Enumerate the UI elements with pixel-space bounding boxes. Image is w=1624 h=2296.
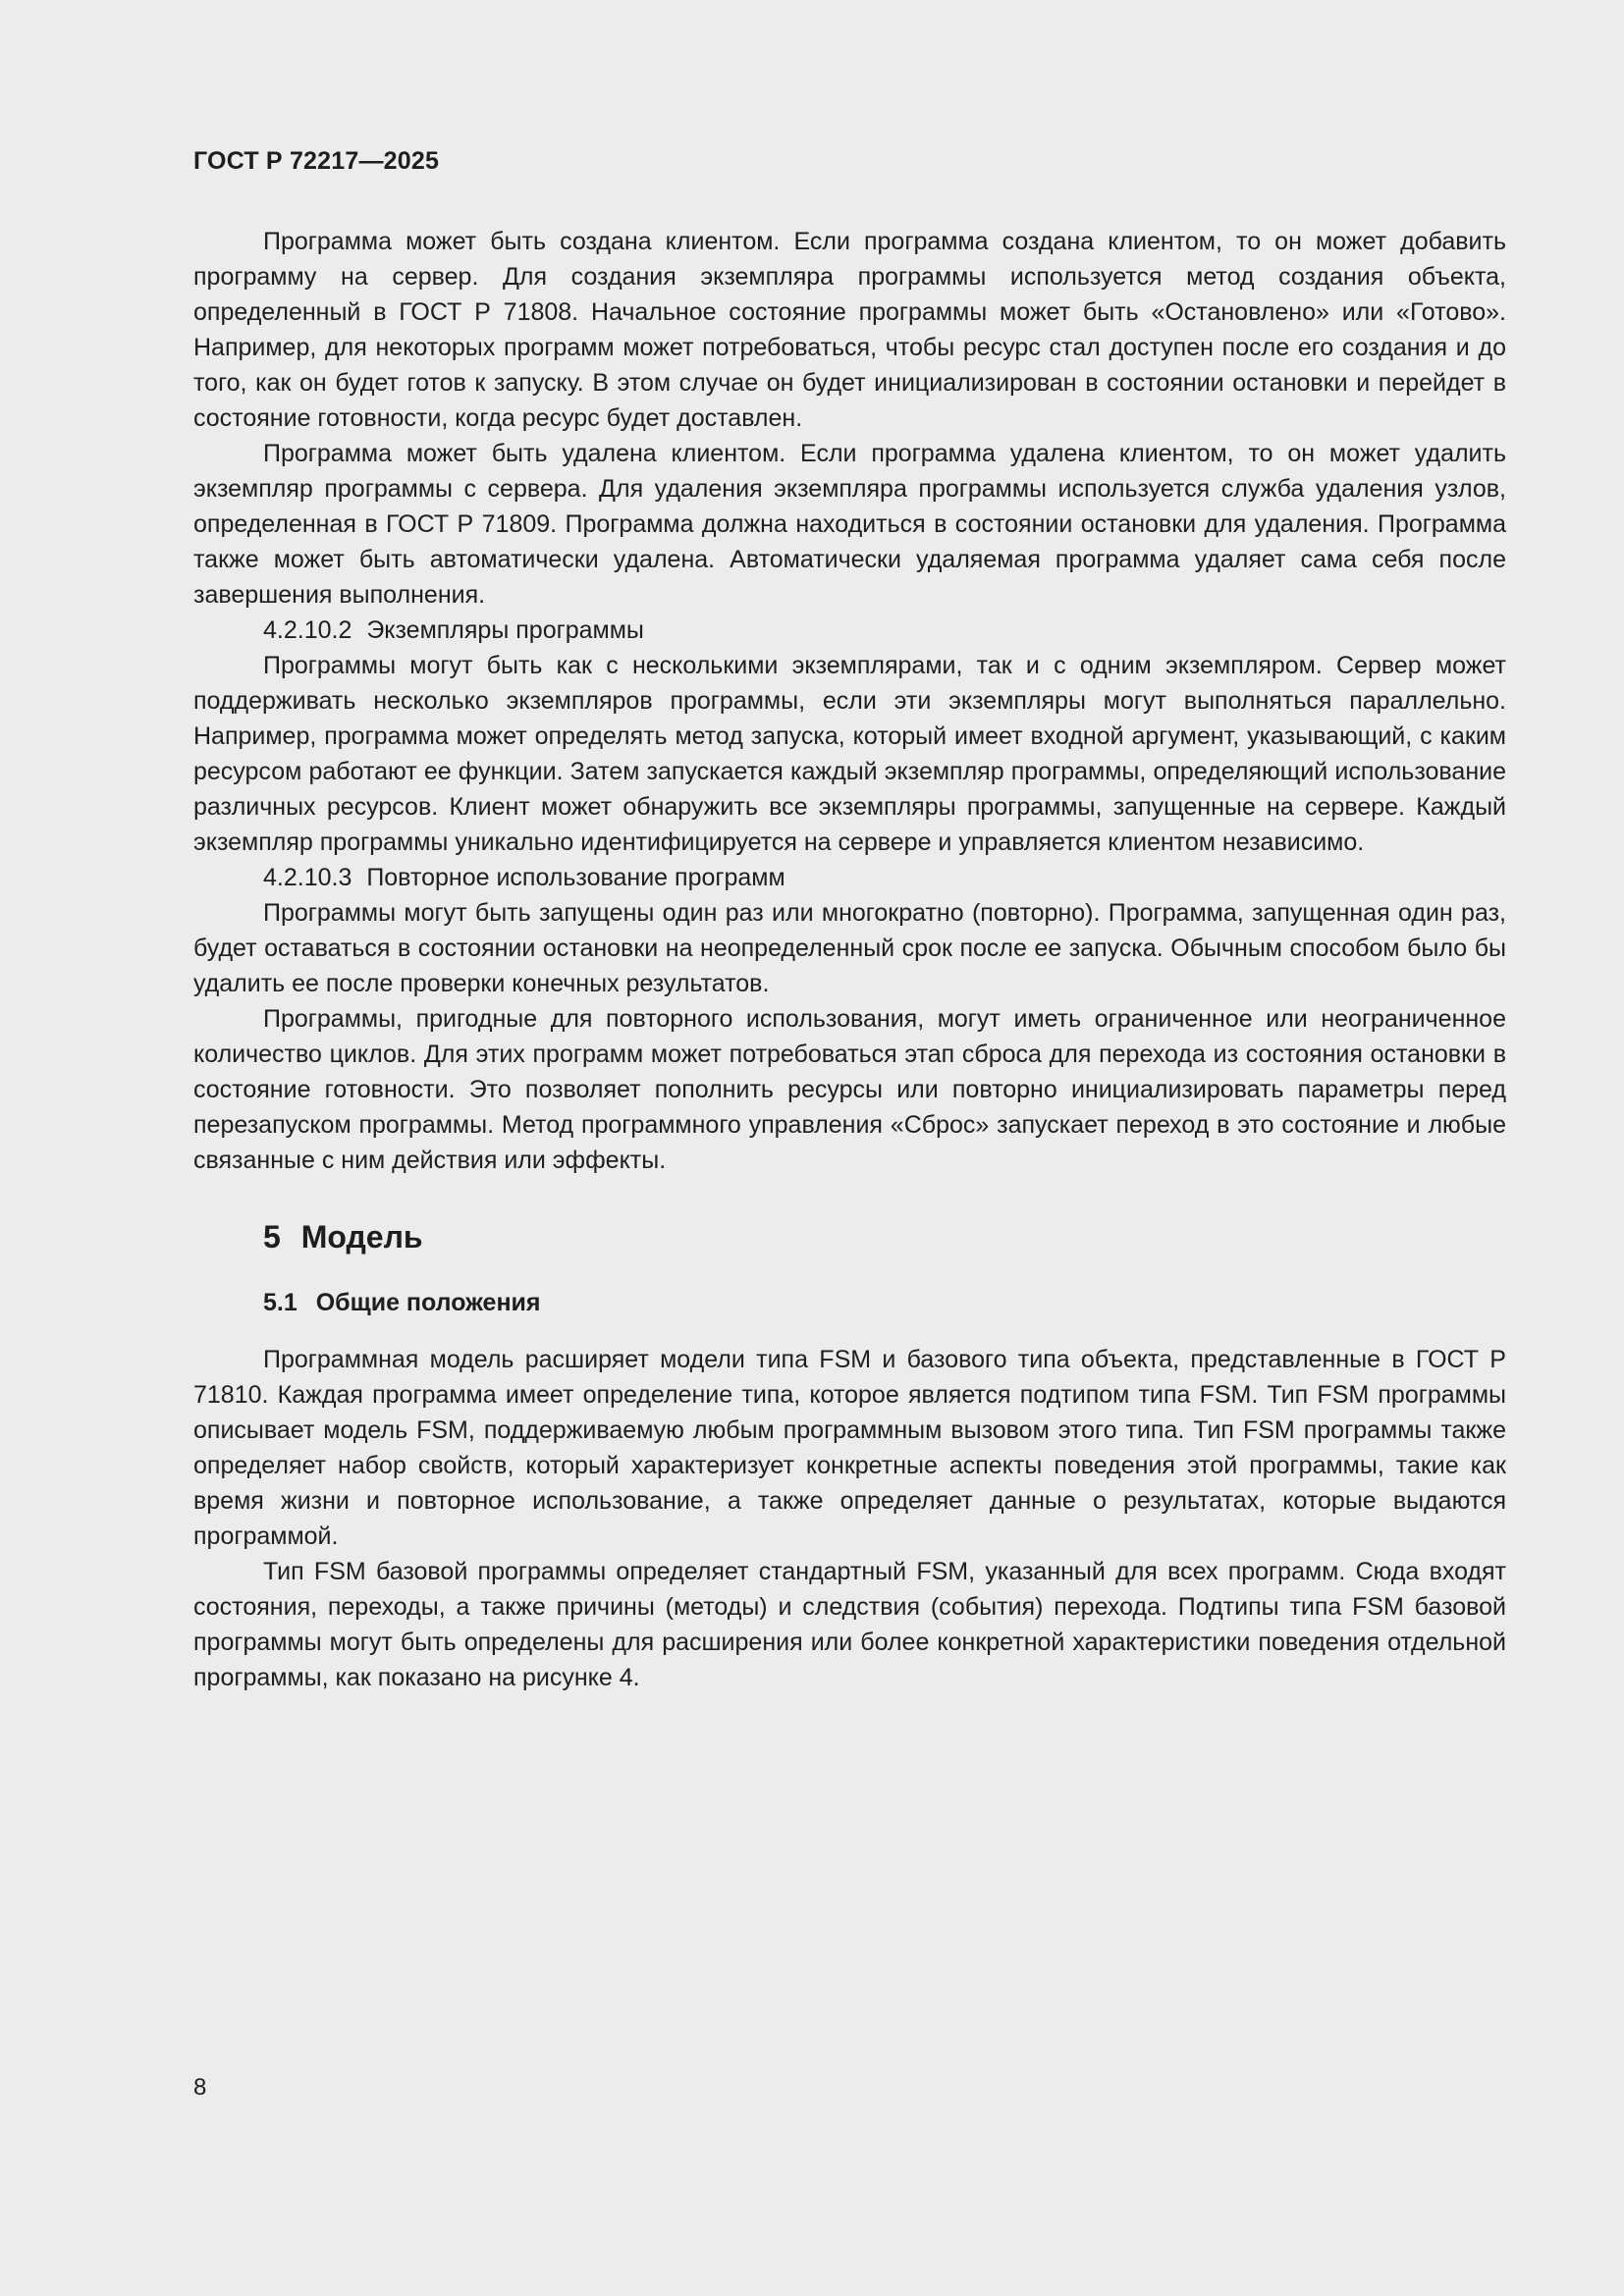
- paragraph: Программы, пригодные для повторного использования, могут иметь ограниченное или неограниченное количество циклов. Для этих программ может потребоваться этап сброса для перехода из состояния остановки в состояние готовности. Это позволяет пополнить ресурсы или повторно инициализировать параметры перед перезапуском программы. Метод программного управления «Сброс» запускает переход в это состояние и любые связанные с ним действия или эффекты.: [193, 1005, 1506, 1174]
- paragraph: Программа может быть удалена клиентом. Если программа удалена клиентом, то он может удалить экземпляр программы с сервера. Для удаления экземпляра программы используется служба удаления узлов, определенная в ГОСТ Р 71809. Программа должна находиться в состоянии остановки для удаления. Программа также может быть автоматически удалена. Автоматически удаляемая программа удаляет сама себя после завершения выполнения.: [193, 440, 1506, 609]
- paragraph: Программы могут быть как с несколькими экземплярами, так и с одним экземпляром. Сервер может поддерживать несколько экземпляров программы, если эти экземпляры могут выполняться параллельно. Например, программа может определять метод запуска, который имеет входной аргумент, указывающий, с каким ресурсом работают ее функции. Затем запускается каждый экземпляр программы, определяющий использование различных ресурсов. Клиент может обнаружить все экземпляры программы, запущенные на сервере. Каждый экземпляр программы уникально идентифицируется на сервере и управляется клиентом независимо.: [193, 652, 1506, 856]
- subsection-title: Экземпляры программы: [366, 616, 644, 644]
- document-header: ГОСТ Р 72217—2025: [193, 147, 440, 175]
- subsection-heading: [193, 860, 1506, 895]
- section-title: Модель: [300, 1219, 423, 1255]
- section-number: 5.1: [263, 1289, 298, 1316]
- subsection-number: 4.2.10.3: [263, 864, 352, 891]
- subsection-heading-bold: [263, 1285, 1506, 1320]
- subsection-number: 4.2.10.2: [263, 616, 352, 644]
- section-number: 5: [263, 1219, 281, 1255]
- paragraph: Программы могут быть запущены один раз или многократно (повторно). Программа, запущенная один раз, будет оставаться в состоянии остановки на неопределенный срок после ее запуска. Обычным способом было бы удалить ее после проверки конечных результатов.: [193, 899, 1506, 997]
- subsection-heading: [193, 613, 1506, 648]
- paragraph: Программа может быть создана клиентом. Если программа создана клиентом, то он может добавить программу на сервер. Для создания экземпляра программы используется метод создания объекта, определенный в ГОСТ Р 71808. Начальное состояние программы может быть «Остановлено» или «Готово». Например, для некоторых программ может потребоваться, чтобы ресурс стал доступен после его создания и до того, как он будет готов к запуску. В этом случае он будет инициализирован в состоянии остановки и перейдет в состояние готовности, когда ресурс будет доставлен.: [193, 228, 1506, 432]
- document-body: [193, 224, 1506, 1695]
- section-heading: [263, 1217, 1506, 1256]
- paragraph: Программная модель расширяет модели типа FSM и базового типа объекта, представленные в ГОСТ Р 71810. Каждая программа имеет определение типа, которое является подтипом типа FSM. Тип FSM программы описывает модель FSM, поддерживаемую любым программным вызовом этого типа. Тип FSM программы также определяет набор свойств, который характеризует конкретные аспекты поведения этой программы, такие как время жизни и повторное использование, а также определяет данные о результатах, которые выдаются программой.: [193, 1346, 1506, 1550]
- subsection-title: Повторное использование программ: [366, 864, 785, 891]
- page-number: 8: [193, 2074, 207, 2101]
- paragraph: Тип FSM базовой программы определяет стандартный FSM, указанный для всех программ. Сюда входят состояния, переходы, а также причины (методы) и следствия (события) перехода. Подтипы типа FSM базовой программы могут быть определены для расширения или более конкретной характеристики поведения отдельной программы, как показано на рисунке 4.: [193, 1558, 1506, 1691]
- section-title: Общие положения: [315, 1289, 541, 1316]
